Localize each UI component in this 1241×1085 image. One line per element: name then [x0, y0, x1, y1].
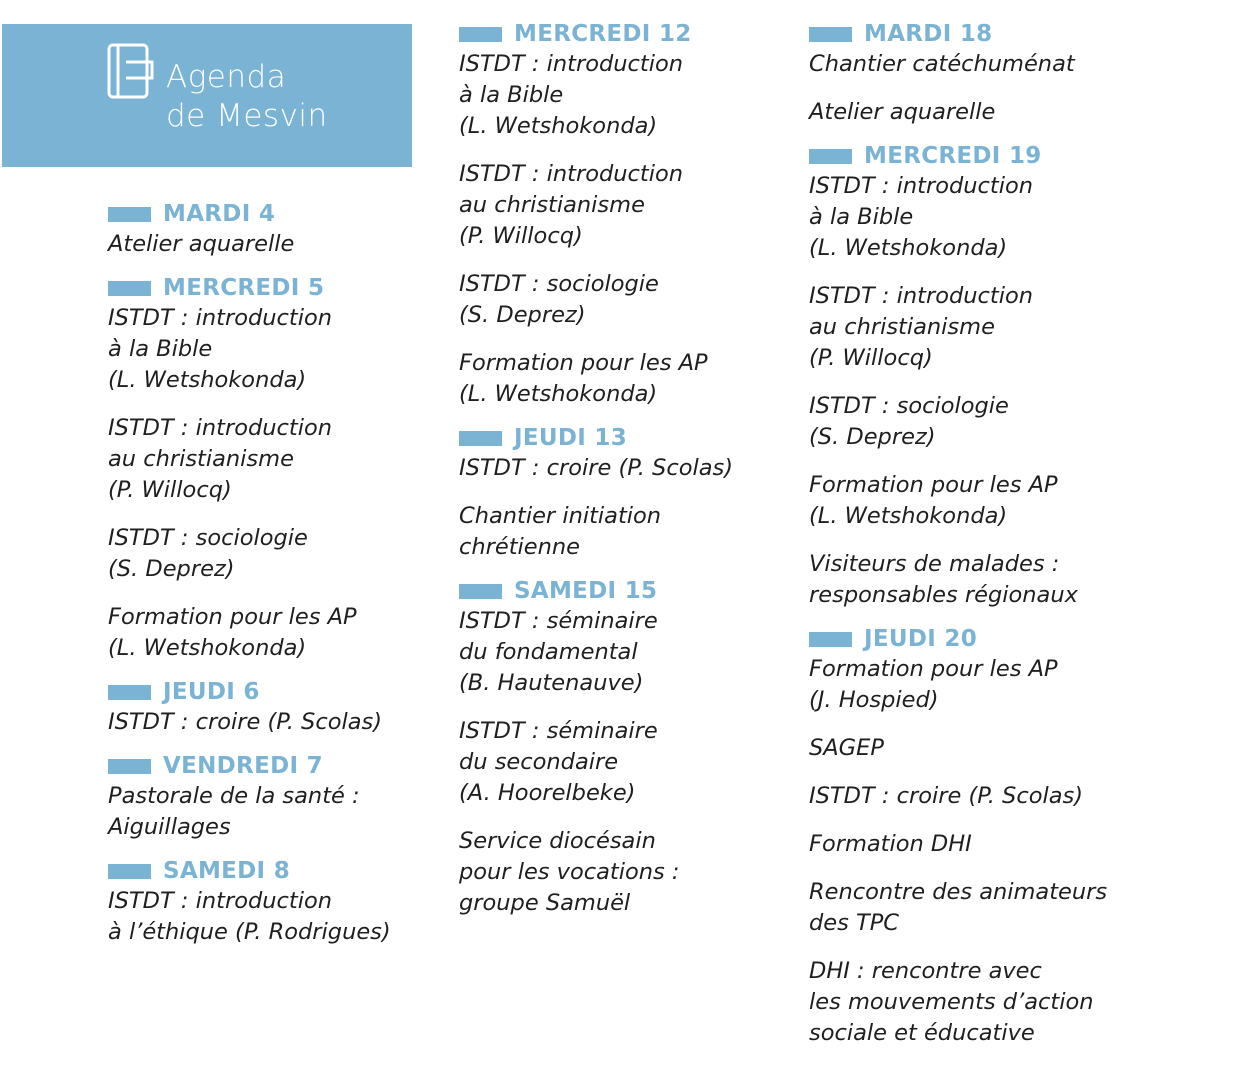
- event-line: sociale et éducative: [809, 1020, 1035, 1046]
- day-heading: [108, 856, 448, 886]
- day-heading: [809, 141, 1169, 171]
- event-line: ISTDT : croire (P. Scolas): [108, 709, 383, 735]
- event-line: Aiguillages: [108, 814, 231, 840]
- agenda-event: [108, 707, 448, 738]
- agenda-column-1: [108, 199, 448, 961]
- agenda-event: [809, 733, 1169, 764]
- event-line: à l’éthique (P. Rodrigues): [108, 919, 391, 945]
- event-line: ISTDT : introduction: [108, 305, 332, 331]
- event-line: (L. Wetshokonda): [108, 635, 307, 661]
- day-heading: [108, 677, 448, 707]
- day-marker-bar: [108, 864, 151, 879]
- agenda-event: [809, 549, 1169, 611]
- agenda-event: [809, 877, 1169, 939]
- agenda-event: [459, 49, 799, 142]
- event-line: groupe Samuël: [459, 890, 631, 916]
- day-block: [108, 751, 448, 843]
- event-line: responsables régionaux: [809, 582, 1078, 608]
- day-block: [108, 856, 448, 948]
- event-line: Service diocésain: [459, 828, 656, 854]
- event-line: (S. Deprez): [809, 424, 936, 450]
- day-block: [809, 19, 1169, 128]
- title-line-2: de Mesvin: [166, 98, 328, 134]
- event-line: ISTDT : introduction: [459, 161, 683, 187]
- agenda-column-3: [809, 19, 1169, 1062]
- event-line: (L. Wetshokonda): [108, 367, 307, 393]
- agenda-event: [809, 281, 1169, 374]
- day-marker-bar: [108, 685, 151, 700]
- event-line: des TPC: [809, 910, 900, 936]
- day-marker-bar: [459, 27, 502, 42]
- event-line: Pastorale de la santé :: [108, 783, 360, 809]
- event-line: (J. Hospied): [809, 687, 939, 713]
- day-marker-bar: [108, 759, 151, 774]
- event-line: Formation pour les AP: [809, 472, 1058, 498]
- day-marker-bar: [108, 281, 151, 296]
- day-block: [108, 199, 448, 260]
- book-icon: [106, 42, 154, 100]
- day-marker-bar: [108, 207, 151, 222]
- event-line: ISTDT : croire (P. Scolas): [459, 455, 734, 481]
- event-line: ISTDT : introduction: [809, 173, 1033, 199]
- agenda-event: [809, 654, 1169, 716]
- agenda-event: [108, 229, 448, 260]
- day-block: [459, 423, 799, 563]
- event-line: à la Bible: [459, 82, 564, 108]
- event-line: du fondamental: [459, 639, 638, 665]
- event-line: à la Bible: [809, 204, 914, 230]
- event-line: ISTDT : séminaire: [459, 608, 658, 634]
- day-label: SAMEDI 15: [514, 578, 658, 604]
- agenda-event: [459, 348, 799, 410]
- event-line: SAGEP: [809, 735, 884, 761]
- page-title: [166, 58, 328, 136]
- agenda-event: [809, 470, 1169, 532]
- day-label: MERCREDI 19: [864, 143, 1042, 169]
- event-line: Rencontre des animateurs: [809, 879, 1108, 905]
- day-label: JEUDI 13: [514, 425, 628, 451]
- agenda-event: [809, 781, 1169, 812]
- agenda-event: [459, 606, 799, 699]
- event-line: (P. Willocq): [108, 477, 232, 503]
- event-line: du secondaire: [459, 749, 619, 775]
- event-line: Atelier aquarelle: [809, 99, 996, 125]
- event-line: Formation pour les AP: [459, 350, 708, 376]
- event-line: (L. Wetshokonda): [809, 503, 1008, 529]
- event-line: (L. Wetshokonda): [459, 381, 658, 407]
- event-line: (P. Willocq): [809, 345, 933, 371]
- day-label: SAMEDI 8: [163, 858, 291, 884]
- event-line: Atelier aquarelle: [108, 231, 295, 257]
- agenda-event: [108, 303, 448, 396]
- agenda-event: [108, 523, 448, 585]
- event-line: Visiteurs de malades :: [809, 551, 1060, 577]
- event-line: ISTDT : sociologie: [809, 393, 1009, 419]
- event-line: ISTDT : introduction: [459, 51, 683, 77]
- agenda-event: [459, 716, 799, 809]
- event-line: Chantier initiation: [459, 503, 662, 529]
- event-line: au christianisme: [459, 192, 645, 218]
- day-block: [459, 576, 799, 919]
- day-heading: [809, 19, 1169, 49]
- day-block: [809, 141, 1169, 611]
- event-line: DHI : rencontre avec: [809, 958, 1042, 984]
- title-line-1: Agenda: [166, 59, 287, 95]
- event-line: au christianisme: [108, 446, 294, 472]
- day-label: VENDREDI 7: [163, 753, 323, 779]
- agenda-event: [108, 413, 448, 506]
- event-line: (S. Deprez): [108, 556, 235, 582]
- agenda-event: [108, 781, 448, 843]
- day-marker-bar: [809, 149, 852, 164]
- day-label: JEUDI 20: [864, 626, 978, 652]
- day-label: MARDI 18: [864, 21, 993, 47]
- day-label: MERCREDI 5: [163, 275, 325, 301]
- event-line: Formation pour les AP: [108, 604, 357, 630]
- event-line: à la Bible: [108, 336, 213, 362]
- day-heading: [809, 624, 1169, 654]
- agenda-event: [108, 886, 448, 948]
- agenda-event: [459, 501, 799, 563]
- agenda-event: [809, 49, 1169, 80]
- agenda-event: [459, 453, 799, 484]
- day-heading: [108, 273, 448, 303]
- event-line: (S. Deprez): [459, 302, 586, 328]
- event-line: ISTDT : croire (P. Scolas): [809, 783, 1084, 809]
- day-block: [459, 19, 799, 410]
- agenda-event: [809, 97, 1169, 128]
- event-line: Formation pour les AP: [809, 656, 1058, 682]
- event-line: ISTDT : séminaire: [459, 718, 658, 744]
- day-block: [108, 273, 448, 664]
- day-label: MARDI 4: [163, 201, 276, 227]
- day-marker-bar: [809, 27, 852, 42]
- agenda-event: [459, 269, 799, 331]
- day-marker-bar: [459, 431, 502, 446]
- event-line: Formation DHI: [809, 831, 972, 857]
- event-line: les mouvements d’action: [809, 989, 1094, 1015]
- event-line: ISTDT : introduction: [108, 415, 332, 441]
- agenda-event: [809, 171, 1169, 264]
- day-heading: [108, 751, 448, 781]
- day-block: [809, 624, 1169, 1049]
- event-line: chrétienne: [459, 534, 581, 560]
- agenda-event: [459, 159, 799, 252]
- agenda-column-2: [459, 19, 799, 932]
- event-line: (A. Hoorelbeke): [459, 780, 636, 806]
- agenda-event: [108, 602, 448, 664]
- day-heading: [459, 576, 799, 606]
- agenda-event: [459, 826, 799, 919]
- event-line: (B. Hautenauve): [459, 670, 644, 696]
- agenda-event: [809, 829, 1169, 860]
- event-line: ISTDT : sociologie: [108, 525, 308, 551]
- event-line: (L. Wetshokonda): [459, 113, 658, 139]
- event-line: ISTDT : introduction: [809, 283, 1033, 309]
- event-line: ISTDT : sociologie: [459, 271, 659, 297]
- event-line: Chantier catéchuménat: [809, 51, 1075, 77]
- event-line: pour les vocations :: [459, 859, 680, 885]
- agenda-event: [809, 391, 1169, 453]
- event-line: ISTDT : introduction: [108, 888, 332, 914]
- day-label: MERCREDI 12: [514, 21, 692, 47]
- day-block: [108, 677, 448, 738]
- day-heading: [108, 199, 448, 229]
- day-marker-bar: [459, 584, 502, 599]
- day-heading: [459, 19, 799, 49]
- event-line: au christianisme: [809, 314, 995, 340]
- day-marker-bar: [809, 632, 852, 647]
- day-label: JEUDI 6: [163, 679, 260, 705]
- event-line: (L. Wetshokonda): [809, 235, 1008, 261]
- event-line: (P. Willocq): [459, 223, 583, 249]
- agenda-event: [809, 956, 1169, 1049]
- day-heading: [459, 423, 799, 453]
